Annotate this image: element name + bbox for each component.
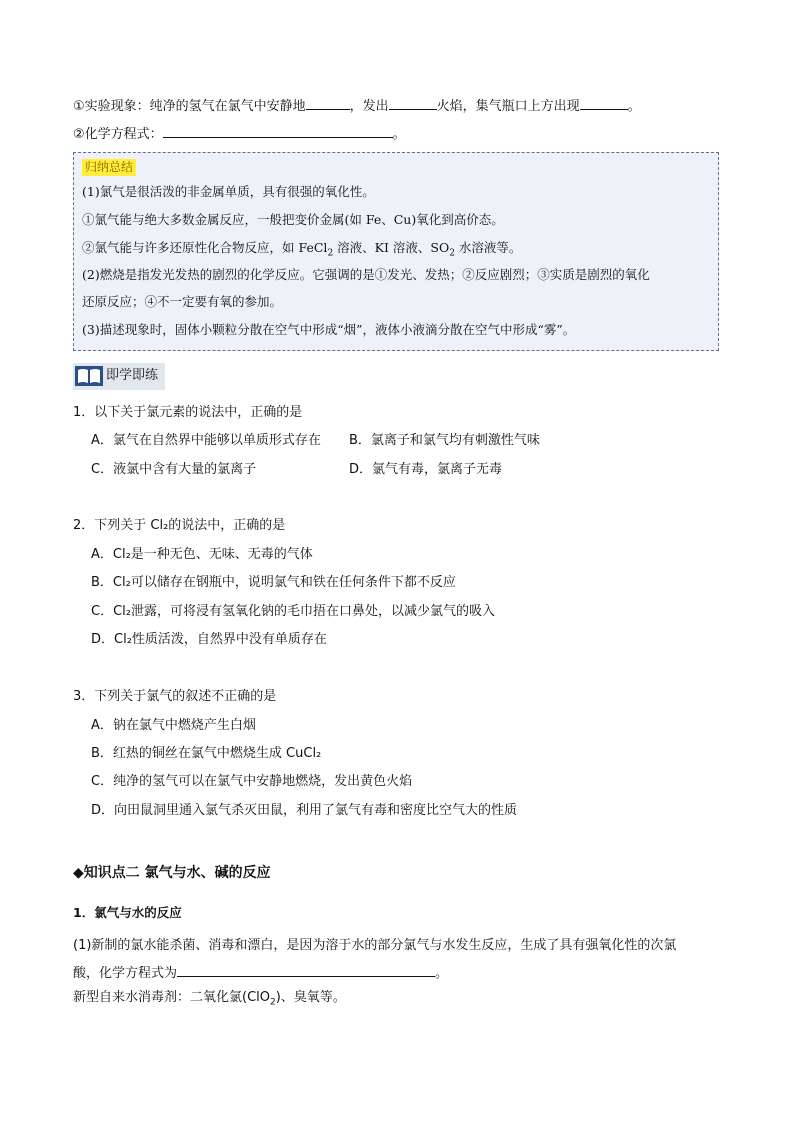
q1-stem: 1．以下关于氯元素的说法中，正确的是 bbox=[73, 405, 303, 420]
phenomenon-text-4: 。 bbox=[627, 99, 641, 114]
phenomenon-text-1: ①实验现象：纯净的氢气在氯气中安静地 bbox=[73, 99, 306, 114]
book-icon bbox=[75, 366, 103, 386]
phenomenon-text-3: 火焰，集气瓶口上方出现 bbox=[436, 99, 580, 114]
equation-end: 。 bbox=[392, 127, 406, 142]
subsection-title: 1．氯气与水的反应 bbox=[73, 905, 182, 920]
answer-blank-1[interactable] bbox=[306, 96, 350, 110]
paragraph-3-text-1: 新型自来水消毒剂：二氧化氯(ClO bbox=[73, 990, 270, 1005]
answer-blank-2[interactable] bbox=[389, 96, 437, 110]
hypochlorous-equation-blank[interactable] bbox=[177, 963, 435, 977]
summary-badge: 归纳总结 bbox=[82, 159, 136, 176]
q2-stem: 2．下列关于 Cl₂的说法中，正确的是 bbox=[73, 518, 286, 533]
section-title: ◆知识点二 氯气与水、碱的反应 bbox=[73, 865, 271, 881]
summary-line-3 bbox=[82, 239, 521, 263]
q3-option-c[interactable]: C．纯净的氢气可以在氯气中安静地燃烧，发出黄色火焰 bbox=[91, 774, 413, 789]
answer-blank-3[interactable] bbox=[580, 96, 628, 110]
q1-option-d[interactable]: D．氯气有毒，氯离子无毒 bbox=[349, 462, 503, 477]
summary-line-3-part-1: ②氯气能与许多还原性化合物反应，如 FeCl bbox=[82, 240, 328, 255]
summary-line-6: (3)描述现象时，固体小颗粒分散在空气中形成“烟”，液体小液滴分散在空气中形成“雾”。 bbox=[82, 322, 576, 337]
chemical-equation-line bbox=[73, 124, 406, 144]
practice-header bbox=[73, 363, 165, 390]
section-paragraph-3 bbox=[73, 989, 346, 1012]
subscript-2: 2 bbox=[327, 248, 334, 259]
q2-option-d[interactable]: D．Cl₂性质活泼，自然界中没有单质存在 bbox=[91, 632, 327, 647]
q3-option-a[interactable]: A．钠在氯气中燃烧产生白烟 bbox=[91, 718, 256, 733]
summary-line-1: (1)氯气是很活泼的非金属单质，具有很强的氧化性。 bbox=[82, 184, 375, 199]
summary-line-4: (2)燃烧是指发光发热的剧烈的化学反应。它强调的是①发光、发热；②反应剧烈；③实质是剧烈的氧化 bbox=[82, 267, 650, 282]
q1-option-c[interactable]: C．液氯中含有大量的氯离子 bbox=[91, 462, 257, 477]
subscript-2c: 2 bbox=[270, 997, 276, 1008]
summary-line-2: ①氯气能与绝大多数金属反应，一般把变价金属(如 Fe、Cu)氧化到高价态。 bbox=[82, 212, 504, 227]
section-paragraph-2 bbox=[73, 963, 448, 983]
q1-option-a[interactable]: A．氯气在自然界中能够以单质形式存在 bbox=[91, 433, 321, 448]
q3-option-b[interactable]: B．红热的铜丝在氯气中燃烧生成 CuCl₂ bbox=[91, 746, 322, 761]
summary-line-5: 还原反应；④不一定要有氧的参加。 bbox=[82, 294, 283, 309]
subscript-2b: 2 bbox=[449, 248, 455, 259]
paragraph-3-text-2: )、臭氧等。 bbox=[275, 990, 346, 1005]
q2-option-c[interactable]: C．Cl₂泄露，可将浸有氢氧化钠的毛巾捂在口鼻处，以减少氯气的吸入 bbox=[91, 604, 495, 619]
practice-label: 即学即练 bbox=[106, 368, 159, 383]
q3-stem: 3．下列关于氯气的叙述不正确的是 bbox=[73, 689, 277, 704]
section-paragraph-1: (1)新制的氯水能杀菌、消毒和漂白，是因为溶于水的部分氯气与水发生反应，生成了具有强氧化性的次氯 bbox=[73, 938, 677, 953]
q3-option-d[interactable]: D．向田鼠洞里通入氯气杀灭田鼠，利用了氯气有毒和密度比空气大的性质 bbox=[91, 803, 518, 818]
q2-option-b[interactable]: B．Cl₂可以储存在钢瓶中，说明氯气和铁在任何条件下都不反应 bbox=[91, 575, 456, 590]
paragraph-2-text: 酸，化学方程式为 bbox=[73, 966, 178, 981]
equation-label: ②化学方程式： bbox=[73, 127, 163, 142]
summary-line-3-part-3: 水溶液等。 bbox=[454, 240, 522, 255]
q2-option-a[interactable]: A．Cl₂是一种无色、无味、无毒的气体 bbox=[91, 547, 313, 562]
phenomenon-text-2: ，发出 bbox=[349, 99, 389, 114]
q1-option-b[interactable]: B．氯离子和氯气均有刺激性气味 bbox=[349, 433, 540, 448]
summary-line-3-part-2: 溶液、KI 溶液、SO bbox=[333, 240, 450, 255]
equation-blank[interactable] bbox=[163, 124, 393, 138]
summary-box bbox=[73, 152, 719, 351]
paragraph-2-end: 。 bbox=[435, 966, 449, 981]
experiment-phenomenon-line bbox=[73, 96, 641, 116]
